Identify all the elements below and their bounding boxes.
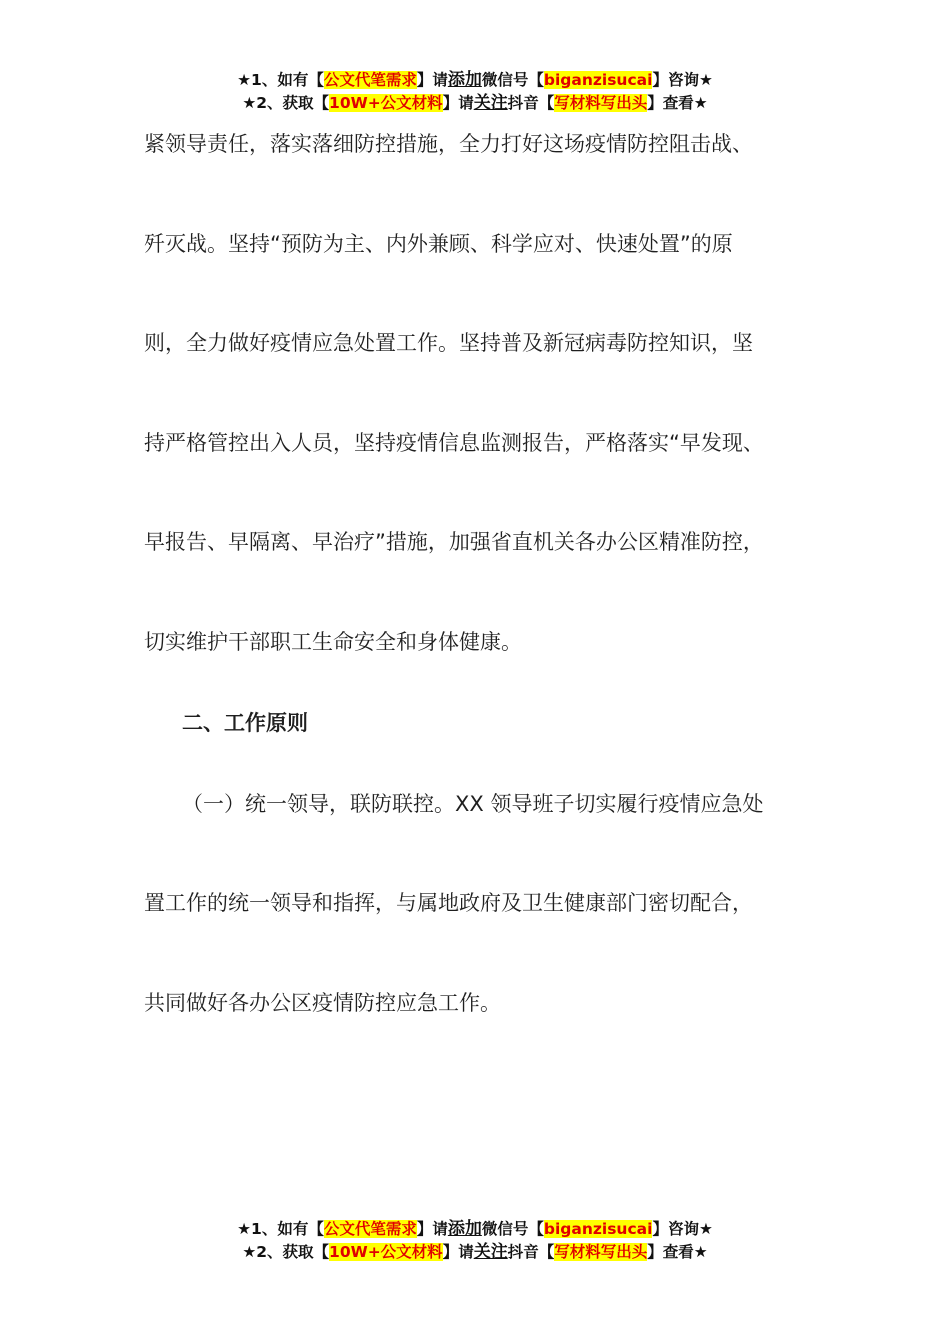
paragraph-line: 早报告、早隔离、早治疗”措施，加强省直机关各办公区精准防控，	[144, 530, 764, 554]
banner-text: 】咨询★	[652, 71, 713, 89]
highlight-wechat-id: biganzisucai	[543, 71, 653, 89]
banner-text: 】查看★	[647, 94, 708, 112]
banner-text: 微信号【	[481, 1220, 544, 1238]
banner-text: 】咨询★	[652, 1220, 713, 1238]
paragraph-line: 持严格管控出入人员，坚持疫情信息监测报告，严格落实“早发现、	[144, 431, 764, 455]
paragraph-line: 共同做好各办公区疫情防控应急工作。	[144, 991, 501, 1015]
banner-text: 抖音【	[507, 1243, 555, 1261]
footer-banner	[0, 1218, 950, 1264]
underlined-follow: 关注	[473, 93, 508, 113]
banner-text: ★2、获取【	[242, 1243, 330, 1261]
paragraph-line: （一）统一领导，联防联控。XX 领导班子切实履行疫情应急处	[182, 792, 764, 816]
banner-text: 】请	[442, 1243, 474, 1261]
underlined-add: 添加	[447, 70, 482, 90]
highlight-materials: 10W+公文材料	[329, 1243, 443, 1261]
banner-text: ★1、如有【	[237, 71, 324, 89]
banner-line-1	[0, 1218, 950, 1241]
highlight-ghostwriting: 公文代笔需求	[323, 71, 417, 89]
banner-line-1	[0, 69, 950, 92]
highlight-douyin-account: 写材料写出头	[554, 94, 648, 112]
highlight-douyin-account: 写材料写出头	[554, 1243, 648, 1261]
banner-text: ★2、获取【	[242, 94, 330, 112]
paragraph-line: 则，全力做好疫情应急处置工作。坚持普及新冠病毒防控知识，坚	[144, 331, 753, 355]
highlight-materials: 10W+公文材料	[329, 94, 443, 112]
underlined-follow: 关注	[473, 1242, 508, 1262]
banner-text: 】查看★	[647, 1243, 708, 1261]
banner-line-2	[0, 1241, 950, 1264]
banner-text: 抖音【	[507, 94, 555, 112]
highlight-ghostwriting: 公文代笔需求	[323, 1220, 417, 1238]
banner-text: 】请	[416, 1220, 448, 1238]
banner-text: 微信号【	[481, 71, 544, 89]
highlight-wechat-id: biganzisucai	[543, 1220, 653, 1238]
banner-line-2	[0, 92, 950, 115]
paragraph-line: 歼灭战。坚持“预防为主、内外兼顾、科学应对、快速处置”的原	[144, 232, 733, 256]
paragraph-line: 置工作的统一领导和指挥，与属地政府及卫生健康部门密切配合，	[144, 891, 753, 915]
header-banner	[0, 69, 950, 115]
banner-text: 】请	[416, 71, 448, 89]
underlined-add: 添加	[447, 1219, 482, 1239]
section-heading: 二、工作原则	[182, 711, 308, 735]
banner-text: ★1、如有【	[237, 1220, 324, 1238]
paragraph-line: 紧领导责任，落实落细防控措施，全力打好这场疫情防控阻击战、	[144, 132, 753, 156]
banner-text: 】请	[442, 94, 474, 112]
paragraph-line: 切实维护干部职工生命安全和身体健康。	[144, 630, 522, 654]
